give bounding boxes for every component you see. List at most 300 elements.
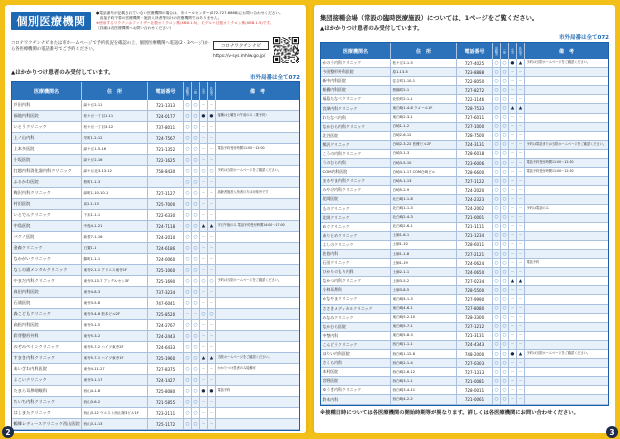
clinic-address: 北松町2-1-1: [391, 95, 457, 104]
clinic-remarks: [216, 342, 299, 353]
availability-mark: ●: [200, 111, 208, 122]
clinic-name: みやけ内科クリニック: [321, 186, 391, 195]
availability-mark: ○: [184, 331, 192, 342]
clinic-remarks: [525, 250, 608, 259]
clinic-name: 石浦医院: [12, 298, 82, 309]
availability-mark: ○: [184, 210, 192, 221]
clinic-name: 花岡医院: [321, 195, 391, 204]
clinic-remarks: 電話予約受付時間11:00〜12:00: [216, 144, 299, 155]
header-remarks: 備 考: [249, 88, 265, 95]
clinic-name: 上ノ山内科: [12, 133, 82, 144]
availability-mark: ○: [501, 132, 509, 141]
availability-mark: ○: [501, 68, 509, 77]
clinic-phone: 724-2767: [148, 320, 184, 331]
clinic-phone: [148, 177, 184, 188]
clinic-phone: 728-7533: [457, 104, 493, 113]
clinic-phone: 727-8272: [457, 86, 493, 95]
availability-mark: ○: [501, 259, 509, 268]
qr-code: [273, 37, 299, 63]
availability-mark: −: [200, 188, 208, 199]
clinic-address: 西白崎1-12-8: [391, 350, 457, 359]
clinic-name: すまき内科クリニック: [12, 353, 82, 364]
availability-mark: −: [517, 86, 525, 95]
table-row: [12, 353, 299, 364]
availability-mark: −: [200, 375, 208, 386]
table-row: [321, 186, 608, 195]
table-row: [12, 342, 299, 353]
clinic-phone: 722-6330: [148, 210, 184, 221]
availability-mark: −: [509, 250, 517, 259]
clinic-name: 小林耳鼻科: [321, 286, 391, 295]
clinic-phone: 724-2010: [148, 232, 184, 243]
availability-mark: ○: [501, 386, 509, 395]
availability-mark: ○: [493, 77, 501, 86]
clinic-address: 土師1-19: [391, 259, 457, 268]
availability-mark: ○: [493, 195, 501, 204]
availability-mark: ○: [184, 122, 192, 133]
clinic-remarks: [525, 223, 608, 232]
clinic-address: 新堂7-1-16: [82, 232, 148, 243]
availability-mark: ○: [501, 368, 509, 377]
availability-mark: −: [208, 243, 216, 254]
availability-mark: −: [200, 199, 208, 210]
availability-mark: ○: [192, 144, 200, 155]
availability-mark: ○: [184, 166, 192, 177]
availability-mark: −: [509, 159, 517, 168]
availability-mark: ▲: [509, 277, 517, 286]
availability-mark: ○: [184, 177, 192, 188]
clinic-name: めぐクリニック: [321, 223, 391, 232]
table-row: [12, 254, 299, 265]
availability-mark: −: [200, 419, 208, 430]
page-gutter: [306, 5, 314, 433]
table-row: [12, 364, 299, 375]
clinic-name: まるやま内科クリニック: [321, 177, 391, 186]
availability-mark: ○: [501, 314, 509, 323]
clinic-phone: 728-3300: [457, 314, 493, 323]
table-row: [321, 341, 608, 350]
clinic-address: 土師3-5-2: [391, 277, 457, 286]
table-row: [12, 111, 299, 122]
availability-mark: ○: [184, 188, 192, 199]
clinic-name: ものクリニック: [321, 205, 391, 214]
availability-mark: ○: [493, 114, 501, 123]
clinic-name: いとうクリニック: [12, 122, 82, 133]
table-row: [12, 276, 299, 287]
clinic-name: COM内科医院: [321, 168, 391, 177]
availability-mark: ○: [192, 188, 200, 199]
availability-mark: ○: [501, 359, 509, 368]
clinic-phone: 748-2000: [457, 350, 493, 359]
availability-mark: ○: [184, 353, 192, 364]
availability-mark: −: [517, 332, 525, 341]
clinic-name: ちいち内科クリニック: [12, 397, 82, 408]
clinic-remarks: [525, 132, 608, 141]
availability-mark: −: [208, 254, 216, 265]
clinic-address: 緑ケ丘2-11: [82, 100, 148, 111]
availability-mark: ▲: [517, 59, 525, 68]
table-row: [321, 241, 608, 250]
area-code-note: 市外局番は全て072: [559, 35, 609, 41]
clinic-name: なしの浦メンタルクリニック: [12, 265, 82, 276]
availability-mark: −: [509, 77, 517, 86]
group-venue-note: 集団接種会場（常設の臨時医療施設）については、1ページをご覧ください。: [320, 15, 539, 22]
clinic-phone: 722-1146: [457, 95, 493, 104]
clinic-remarks: [525, 241, 608, 250]
availability-mark: −: [200, 254, 208, 265]
clinic-remarks: かかりつけ患者のみ接種可: [216, 364, 299, 375]
availability-mark: ○: [493, 95, 501, 104]
clinic-address: 北白崎2-4-3: [391, 214, 457, 223]
clinic-name: 今田整形外科医院: [321, 68, 391, 77]
availability-mark: −: [517, 95, 525, 104]
availability-mark: ○: [192, 331, 200, 342]
table-row: [12, 397, 299, 408]
availability-mark: ○: [192, 298, 200, 309]
clinic-address: 下末1-1-1: [82, 210, 148, 221]
table-body: [12, 100, 299, 430]
clinic-name: 村田医院: [12, 199, 82, 210]
availability-mark: ○: [493, 86, 501, 95]
availability-mark: ○: [192, 232, 200, 243]
availability-mark: −: [509, 123, 517, 132]
clinic-address: 西山3-6-2: [82, 397, 148, 408]
availability-mark: ○: [184, 298, 192, 309]
availability-mark: −: [509, 195, 517, 204]
availability-mark: ○: [501, 86, 509, 95]
availability-mark: ○: [184, 144, 192, 155]
availability-mark: ○: [192, 353, 200, 364]
clinic-address: 東寺3-13-7 アンデルセン3F: [82, 276, 148, 287]
clinic-remarks: 平日午後のみ 電話予約受付時間14:00〜17:00: [216, 221, 299, 232]
table-row: [12, 199, 299, 210]
clinic-address: 白崎3-1-3: [391, 150, 457, 159]
clinic-phone: 723-6006: [457, 159, 493, 168]
table-row: [321, 214, 608, 223]
availability-mark: −: [509, 241, 517, 250]
availability-mark: ○: [501, 114, 509, 123]
availability-mark: ○: [493, 395, 501, 404]
table-row: [12, 177, 299, 188]
availability-mark: ○: [501, 177, 509, 186]
clinic-phone: 728-6018: [457, 150, 493, 159]
header-mark: 小児: [200, 82, 208, 100]
table-row: [12, 133, 299, 144]
clinic-name: よこいクリニック: [12, 375, 82, 386]
clinic-phone: 721-5855: [148, 397, 184, 408]
clinic-name: よしのクリニック: [321, 241, 391, 250]
availability-mark: ○: [501, 195, 509, 204]
clinic-phone: 728-0011: [457, 386, 493, 395]
clinic-name: 新中内科医院: [321, 77, 391, 86]
clinic-remarks: [525, 277, 608, 286]
table-row: [321, 277, 608, 286]
clinic-address: 錦町1-1-1: [82, 254, 148, 265]
availability-mark: −: [509, 395, 517, 404]
availability-mark: −: [208, 188, 216, 199]
clinic-name: のぞみペインクリニック: [12, 342, 82, 353]
availability-mark: −: [517, 241, 525, 250]
clinic-phone: 727-6011: [457, 114, 493, 123]
availability-mark: ○: [200, 309, 208, 320]
clinic-phone: 721-1352: [148, 144, 184, 155]
clinic-remarks: 予約は当院ホームページをご確認ください。: [525, 350, 608, 359]
availability-mark: −: [509, 177, 517, 186]
clinic-phone: 727-0234: [457, 277, 493, 286]
clinic-name: 金森クリニック: [12, 243, 82, 254]
table-row: [321, 232, 608, 241]
table-row: [321, 295, 608, 304]
availability-mark: −: [517, 250, 525, 259]
clinic-phone: 727-1122: [457, 177, 493, 186]
availability-mark: ○: [184, 364, 192, 375]
page-number: 3: [606, 426, 618, 438]
clinic-phone: 723-8888: [457, 68, 493, 77]
table-row: [321, 259, 608, 268]
clinic-phone: 724-0060: [148, 254, 184, 265]
clinic-name: いとでんクリニック: [12, 210, 82, 221]
clinic-address: 西白崎1-1-1: [391, 341, 457, 350]
availability-mark: −: [517, 132, 525, 141]
header-name: 医療機関名: [12, 82, 82, 100]
availability-mark: −: [208, 287, 216, 298]
availability-mark: −: [208, 144, 216, 155]
clinic-remarks: [525, 232, 608, 241]
clinic-name: こんどうクリニック: [321, 341, 391, 350]
availability-mark: ○: [501, 323, 509, 332]
notice-line: ●電話番号が記載されていない医療機関の場合は、市コールセンター(072-727-6868)にお問い合わせください。: [96, 11, 283, 15]
availability-mark: −: [517, 395, 525, 404]
availability-mark: ○: [501, 350, 509, 359]
availability-mark: ▲: [200, 353, 208, 364]
clinic-remarks: [525, 341, 608, 350]
clinic-remarks: [216, 331, 299, 342]
header-mark: 一般: [501, 43, 509, 59]
clinic-phone: 728-6011: [457, 241, 493, 250]
clinic-remarks: 予約は電話のみ: [525, 205, 608, 214]
table-row: [12, 243, 299, 254]
availability-mark: ○: [184, 111, 192, 122]
table-row: [12, 166, 299, 177]
table-row: [12, 419, 299, 430]
clinic-phone: 727-1000: [457, 123, 493, 132]
clinic-remarks: [216, 375, 299, 386]
header-mark: 乳幼児: [517, 43, 525, 59]
clinic-name: あいざわ内科医院: [12, 364, 82, 375]
clinic-phone: 727-9990: [457, 295, 493, 304]
availability-mark: −: [517, 286, 525, 295]
clinic-address: 白崎3-5-10: [391, 159, 457, 168]
availability-mark: ●: [208, 386, 216, 397]
availability-mark: ○: [501, 214, 509, 223]
header-remarks: 備 考: [558, 48, 574, 55]
clinic-phone: 721-1111: [457, 223, 493, 232]
availability-mark: ○: [184, 221, 192, 232]
table-row: [12, 386, 299, 397]
availability-mark: ▲: [517, 277, 525, 286]
clinic-address: 土師1-6-1: [391, 232, 457, 241]
availability-mark: −: [200, 144, 208, 155]
clinic-address: 東寺3-1-5: [82, 320, 148, 331]
clinic-remarks: [525, 177, 608, 186]
availability-mark: −: [517, 377, 525, 386]
availability-mark: ○: [208, 309, 216, 320]
clinic-phone: 721-0081: [457, 377, 493, 386]
clinic-phone: 725-8520: [148, 309, 184, 320]
availability-mark: −: [200, 177, 208, 188]
clinic-name: なかがいクリニック: [12, 254, 82, 265]
availability-mark: ○: [184, 254, 192, 265]
availability-mark: ○: [493, 341, 501, 350]
clinic-phone: 724-4343: [457, 341, 493, 350]
clinic-address: 桜橋町2-1: [391, 86, 457, 95]
availability-mark: ○: [493, 259, 501, 268]
vaccine-navi-url[interactable]: https://v-sys.mhlw.go.jp/: [213, 54, 266, 59]
clinic-remarks: [216, 265, 299, 276]
clinic-name: 芦田内科: [12, 100, 82, 111]
table-row: [321, 332, 608, 341]
availability-mark: ○: [501, 205, 509, 214]
availability-mark: −: [509, 141, 517, 150]
availability-mark: ○: [501, 168, 509, 177]
clinic-remarks: 予約は当院ホームページをご確認ください。: [216, 276, 299, 287]
clinic-remarks: 電話予約受付時間11:00〜12:30: [525, 159, 608, 168]
clinic-remarks: 高齢者施設入所者の方は対象外です: [216, 188, 299, 199]
table-row: [321, 286, 608, 295]
clinic-address: 原1-13-5: [391, 68, 457, 77]
availability-mark: ○: [184, 386, 192, 397]
clinic-name: 高松内科医院: [12, 320, 82, 331]
availability-mark: ○: [493, 177, 501, 186]
table-row: [12, 320, 299, 331]
clinic-address: 東寺4-11-27: [82, 364, 148, 375]
availability-mark: ○: [493, 314, 501, 323]
clinic-address: 北白崎1-1-3: [391, 205, 457, 214]
table-row: [321, 159, 608, 168]
legend-text: ▲はかかりつけ患者のみ受付しています。: [11, 70, 114, 76]
clinic-remarks: [525, 77, 608, 86]
availability-mark: ○: [501, 150, 509, 159]
clinic-address: 東寺4-8-3: [82, 287, 148, 298]
availability-mark: −: [208, 331, 216, 342]
clinic-address: 東白崎2-3-1: [391, 114, 457, 123]
table-row: [12, 155, 299, 166]
availability-mark: −: [509, 314, 517, 323]
availability-mark: ○: [184, 232, 192, 243]
availability-mark: ○: [501, 286, 509, 295]
availability-mark: ○: [192, 210, 200, 221]
availability-mark: −: [200, 100, 208, 111]
clinic-name: 中埜内科: [321, 332, 391, 341]
clinic-name: 佐伯内科: [321, 250, 391, 259]
table-row: [321, 123, 608, 132]
clinic-address: 東寺5-7-2 ハイツ東寺2F: [82, 342, 148, 353]
table-row: [321, 114, 608, 123]
clinic-address: 東白崎1-4-8 ラメール1F: [391, 104, 457, 113]
clinic-address: 北白崎2-6-1: [391, 223, 457, 232]
availability-mark: ○: [501, 104, 509, 113]
clinic-address: 土師1-1-8: [391, 250, 457, 259]
availability-mark: −: [517, 168, 525, 177]
clinic-phone: 737-3234: [148, 287, 184, 298]
clinic-remarks: 電話予約受付時間11:00〜12:30: [525, 168, 608, 177]
availability-mark: −: [517, 114, 525, 123]
availability-mark: −: [517, 77, 525, 86]
clinic-name: ささきメディカルクリニック: [321, 305, 391, 314]
availability-mark: ○: [208, 276, 216, 287]
clinic-address: 住吉町1-10-1: [391, 77, 457, 86]
availability-mark: ○: [501, 59, 509, 68]
clinic-name: 森こどもクリニック: [12, 309, 82, 320]
clinic-remarks: [216, 100, 299, 111]
availability-mark: −: [509, 368, 517, 377]
clinic-address: 白崎4-1-17 COM白崎ビル: [391, 168, 457, 177]
availability-mark: ○: [493, 277, 501, 286]
clinic-remarks: [525, 195, 608, 204]
clinic-remarks: 予約は電話または当院ホームページをご確認ください。: [525, 141, 608, 150]
clinic-address: 緑町1-10-10-1: [82, 188, 148, 199]
availability-mark: −: [208, 342, 216, 353]
clinic-remarks: [525, 150, 608, 159]
header-mark: 小児: [509, 43, 517, 59]
clinic-address: 白崎2-3-22 医療ビル2F: [391, 141, 457, 150]
availability-mark: −: [517, 323, 525, 332]
clinic-address: 白崎5-1-13: [391, 177, 457, 186]
availability-mark: ○: [493, 205, 501, 214]
clinic-name: 真田内科医院: [12, 287, 82, 298]
table-row: [321, 104, 608, 113]
clinic-remarks: [216, 408, 299, 419]
availability-mark: −: [517, 214, 525, 223]
clinic-remarks: [216, 133, 299, 144]
clinic-address: 西白崎3-4-11: [391, 386, 457, 395]
availability-mark: ○: [184, 287, 192, 298]
header-phone: 電話番号: [457, 43, 493, 59]
availability-mark: −: [509, 214, 517, 223]
clinic-address: 東寺3-4-6 松本ビル2F: [82, 309, 148, 320]
availability-mark: ▲: [509, 104, 517, 113]
clinic-remarks: [216, 243, 299, 254]
availability-mark: ○: [493, 359, 501, 368]
clinic-phone: 724-2323: [457, 195, 493, 204]
clinic-phone: 724-0650: [457, 268, 493, 277]
clinic-name: ゆうき内科クリニック: [321, 386, 391, 395]
availability-mark: −: [200, 287, 208, 298]
clinic-name: 梅沢内科クリニック: [12, 188, 82, 199]
clinic-name: 木村医院: [321, 368, 391, 377]
clinic-remarks: 当院ホームページをご確認ください。: [216, 353, 299, 364]
availability-mark: ○: [192, 155, 200, 166]
availability-mark: −: [200, 408, 208, 419]
availability-mark: −: [208, 408, 216, 419]
availability-mark: −: [517, 259, 525, 268]
availability-mark: ○: [493, 286, 501, 295]
clinic-name: 熊沢クリニック: [321, 141, 391, 150]
availability-mark: ○: [501, 123, 509, 132]
table-row: [321, 141, 608, 150]
table-row: [12, 331, 299, 342]
availability-mark: −: [517, 232, 525, 241]
availability-mark: −: [208, 320, 216, 331]
clinic-phone: 725-1172: [148, 419, 184, 430]
clinic-phone: 727-2121: [457, 250, 493, 259]
table-row: [321, 268, 608, 277]
availability-mark: ▲: [517, 104, 525, 113]
table-row: [12, 408, 299, 419]
clinic-address: 日置1-1: [82, 243, 148, 254]
table-row: [321, 68, 608, 77]
clinic-address: 東寺5-3-2: [82, 331, 148, 342]
